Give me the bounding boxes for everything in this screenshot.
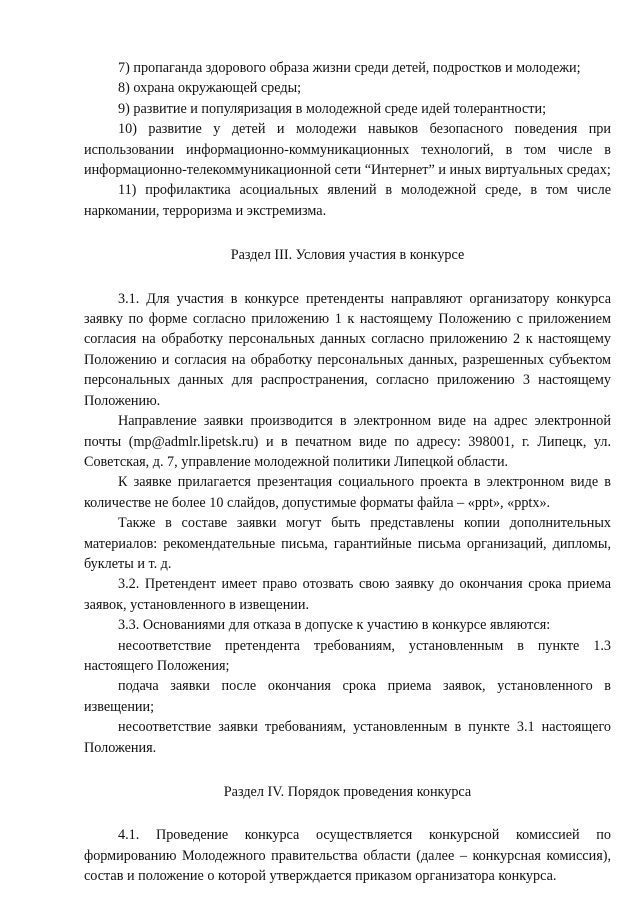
section-3-heading: Раздел III. Условия участия в конкурсе [230,247,465,264]
paragraph-3-2: 3.2. Претендент имеет право отозвать свою заявку до окончания срока приема заявок, установленного в извещении. [84,576,611,613]
list-item-9: 9) развитие и популяризация в молодежной среде идей толерантности; [118,100,547,117]
paragraph-presentation: К заявке прилагается презентация социального проекта в электронном виде в количестве не более 10 слайдов, допустимые форматы файла – «ppt», «pptx». [84,474,611,511]
refusal-reason-1: несоответствие претендента требованиям, установленным в пункте 1.3 настоящего Положения; [84,637,611,674]
refusal-reason-2: подача заявки после окончания срока приема заявок, установленного в извещении; [84,678,611,715]
section-4-heading: Раздел IV. Порядок проведения конкурса [223,784,472,800]
document-page [84,58,611,887]
paragraph-application-delivery: Направление заявки производится в электронном виде на адрес электронной почты (mp@admlr.lipetsk.ru) и в печатном виде по адресу: 398001, г. Липецк, ул. Советская, д. 7, управление молодежной политики Липецкой области. [84,413,611,470]
list-item-11: 11) профилактика асоциальных явлений в молодежной среде, в том числе наркомании, терроризма и экстремизма. [84,182,611,219]
list-item-10: 10) развитие у детей и молодежи навыков безопасного поведения при использовании информационно-коммуникационных технологий, в том числе в информационно-телекоммуникационной сети “Интернет” и иных виртуальных средах; [84,121,611,179]
list-item-7: 7) пропаганда здорового образа жизни среди детей, подростков и молодежи; [118,60,581,76]
paragraph-3-1: 3.1. Для участия в конкурсе претенденты направляют организатору конкурса заявку по форме согласно приложению 1 к настоящему Положению с приложением согласия на обработку персональных данных согласно приложению 2 к настоящему Положению и согласия на обработку персональных данных, разрешенных субъектом персональных данных для распространения, согласно приложению 3 настоящему Положению. [84,290,611,409]
paragraph-additional-materials: Также в составе заявки могут быть представлены копии дополнительных материалов: рекомендательные письма, гарантийные письма организаций, дипломы, буклеты и т. д. [84,515,611,572]
paragraph-4-1: 4.1. Проведение конкурса осуществляется конкурсной комиссией по формированию Молодежного правительства области (далее – конкурсная комиссия), состав и положение о которой утверждается приказом организатора конкурса. [84,827,611,885]
paragraph-3-3: 3.3. Основаниями для отказа в допуске к участию в конкурсе являются: [118,617,551,634]
list-item-8: 8) охрана окружающей среды; [118,80,302,97]
refusal-reason-3: несоответствие заявки требованиям, установленным в пункте 3.1 настоящего Положения. [84,719,611,756]
